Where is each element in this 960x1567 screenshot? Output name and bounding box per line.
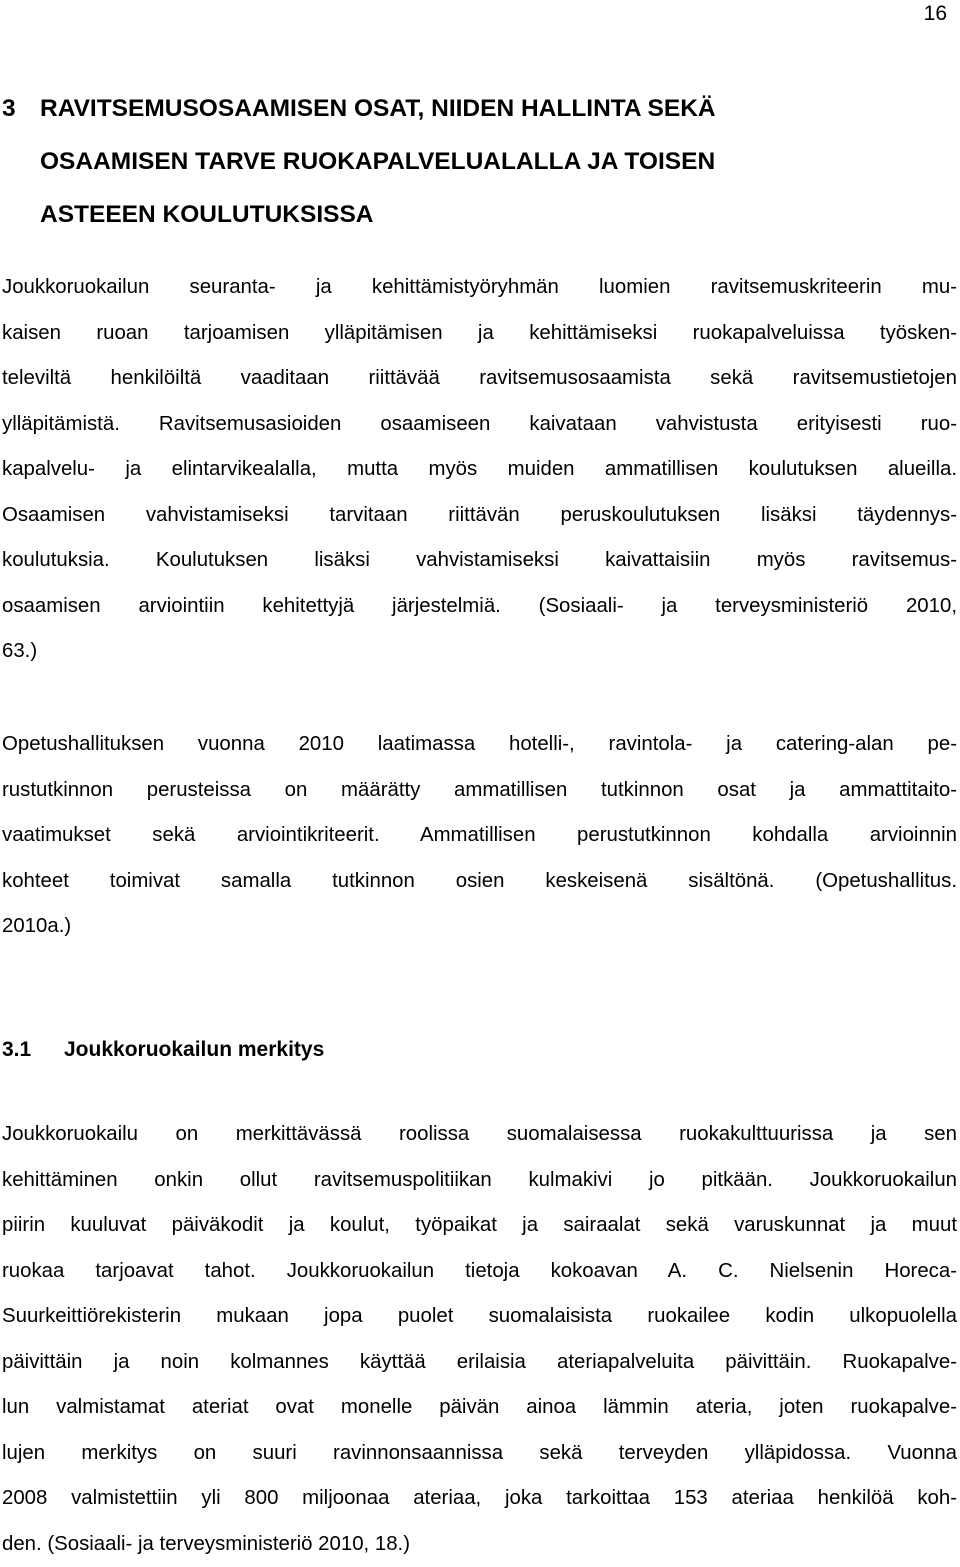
chapter-title-line: ASTEEEN KOULUTUKSISSA <box>2 188 902 241</box>
text-line: kohteet toimivat samalla tutkinnon osien keskeisenä sisältönä. (Opetushallitus. <box>2 859 957 905</box>
chapter-heading-line-1 <box>2 82 902 135</box>
text-line: Opetushallituksen vuonna 2010 laatimassa hotelli-, ravintola- ja catering-alan pe- <box>2 722 957 768</box>
text-line: Suurkeittiörekisterin mukaan jopa puolet suomalaisista ruokailee kodin ulkopuolella <box>2 1294 957 1340</box>
paragraph-3 <box>2 1112 957 1567</box>
text-line: den. (Sosiaali- ja terveysministeriö 2010, 18.) <box>2 1522 957 1567</box>
text-line: ruokaa tarjoavat tahot. Joukkoruokailun tietoja kokoavan A. C. Nielsenin Horeca- <box>2 1249 957 1295</box>
section-number: 3.1 <box>2 1030 64 1070</box>
text-line: 63.) <box>2 629 957 675</box>
text-line: koulutuksia. Koulutuksen lisäksi vahvistamiseksi kaivattaisiin myös ravitsemus- <box>2 538 957 584</box>
text-line: 2008 valmistettiin yli 800 miljoonaa ateriaa, joka tarkoittaa 153 ateriaa henkilöä koh- <box>2 1476 957 1522</box>
section-heading <box>2 1030 324 1070</box>
text-line: Joukkoruokailun seuranta- ja kehittämistyöryhmän luomien ravitsemuskriteerin mu- <box>2 265 957 311</box>
text-line: ylläpitämistä. Ravitsemusasioiden osaamiseen kaivataan vahvistusta erityisesti ruo- <box>2 402 957 448</box>
page-number: 16 <box>924 2 947 26</box>
chapter-title-line: OSAAMISEN TARVE RUOKAPALVELUALALLA JA TOISEN <box>2 135 902 188</box>
paragraph-1 <box>2 265 957 675</box>
text-line: piirin kuuluvat päiväkodit ja koulut, työpaikat ja sairaalat sekä varuskunnat ja muut <box>2 1203 957 1249</box>
section-title: Joukkoruokailun merkitys <box>64 1038 324 1061</box>
text-line: rustutkinnon perusteissa on määrätty ammatillisen tutkinnon osat ja ammattitaito- <box>2 768 957 814</box>
text-line: päivittäin ja noin kolmannes käyttää erilaisia ateriapalveluita päivittäin. Ruokapalve- <box>2 1340 957 1386</box>
text-line: kaisen ruoan tarjoamisen ylläpitämisen ja kehittämiseksi ruokapalveluissa työsken- <box>2 311 957 357</box>
text-line: lujen merkitys on suuri ravinnonsaannissa sekä terveyden ylläpidossa. Vuonna <box>2 1431 957 1477</box>
text-line: osaamisen arviointiin kehitettyjä järjestelmiä. (Sosiaali- ja terveysministeriö 2010, <box>2 584 957 630</box>
text-line: vaatimukset sekä arviointikriteerit. Ammatillisen perustutkinnon kohdalla arvioinnin <box>2 813 957 859</box>
chapter-number: 3 <box>2 82 40 135</box>
text-line: kehittäminen onkin ollut ravitsemuspolitiikan kulmakivi jo pitkään. Joukkoruokailun <box>2 1158 957 1204</box>
text-line: Joukkoruokailu on merkittävässä roolissa suomalaisessa ruokakulttuurissa ja sen <box>2 1112 957 1158</box>
chapter-title-line: RAVITSEMUSOSAAMISEN OSAT, NIIDEN HALLINTA SEKÄ <box>40 95 716 122</box>
chapter-heading <box>2 82 902 241</box>
paragraph-2 <box>2 722 957 950</box>
text-line: Osaamisen vahvistamiseksi tarvitaan riittävän peruskoulutuksen lisäksi täydennys- <box>2 493 957 539</box>
text-line: televiltä henkilöiltä vaaditaan riittävää ravitsemusosaamista sekä ravitsemustietojen <box>2 356 957 402</box>
text-line: 2010a.) <box>2 904 957 950</box>
text-line: kapalvelu- ja elintarvikealalla, mutta myös muiden ammatillisen koulutuksen alueilla. <box>2 447 957 493</box>
text-line: lun valmistamat ateriat ovat monelle päivän ainoa lämmin ateria, joten ruokapalve- <box>2 1385 957 1431</box>
